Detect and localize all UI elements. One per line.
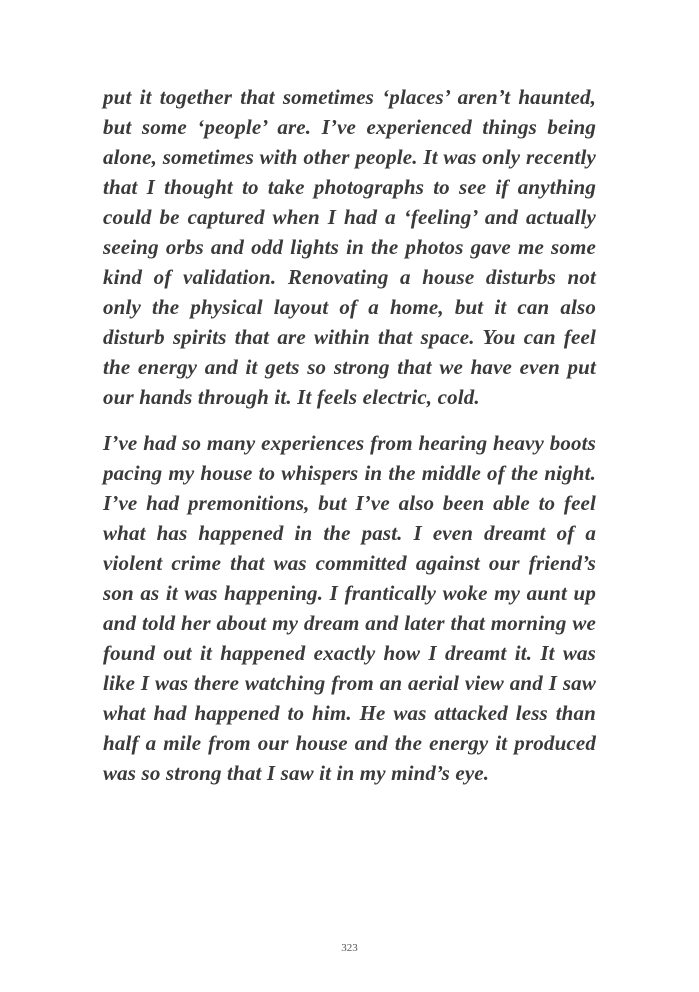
body-text [103,82,596,788]
paragraph: put it together that sometimes ‘places’ aren’t haunted, but some ‘people’ are. I’ve experienced things being alone, sometimes with other people. It was only recently that I thought to take photographs to see if anything could be captured when I had a ‘feeling’ and actually seeing orbs and odd lights in the photos gave me some kind of validation. Renovating a house disturbs not only the physical layout of a home, but it can also disturb spirits that are within that space. You can feel the energy and it gets so strong that we have even put our hands through it. It feels electric, cold. [103,85,596,409]
paragraph: I’ve had so many experiences from hearing heavy boots pacing my house to whispers in the middle of the night. I’ve had premonitions, but I’ve also been able to feel what has happened in the past. I even dreamt of a violent crime that was committed against our friend’s son as it was happening. I frantically woke my aunt up and told her about my dream and later that morning we found out it happened exactly how I dreamt it. It was like I was there watching from an aerial view and I saw what had happened to him. He was attacked less than half a mile from our house and the energy it produced was so strong that I saw it in my mind’s eye. [103,431,596,785]
page-number: 323 [341,942,358,954]
